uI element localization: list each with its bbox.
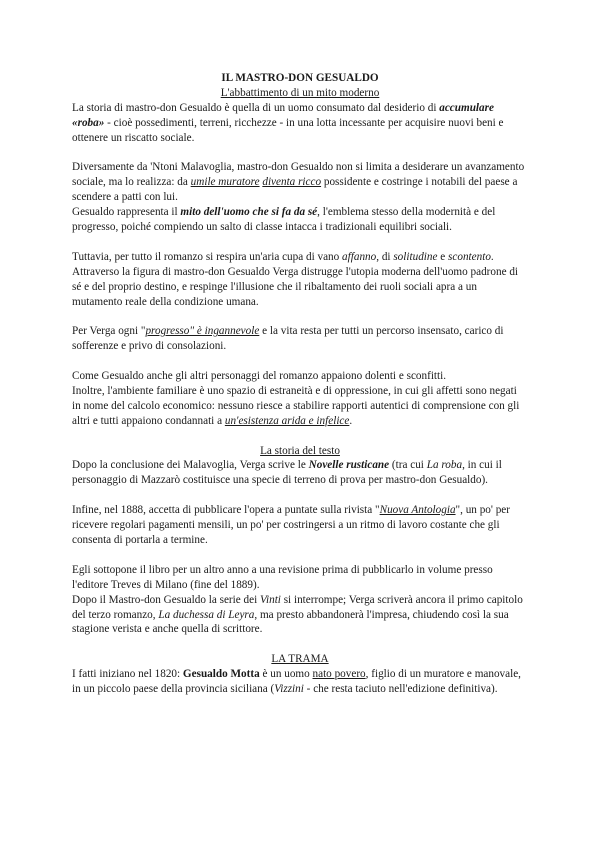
paragraph-9: Infine, nel 1888, accetta di pubblicare l'opera a puntate sulla rivista "Nuova Antologia", un po' per ricevere regolari pagamenti mensili, un po' per costringersi a un ritmo di lavoro costante che gli consenta di portarla a termine. bbox=[72, 504, 510, 546]
paragraph-10: Egli sottopone il libro per un altro anno a una revisione prima di pubblicarlo in volume presso l'editore Treves di Milano (fine del 1889). bbox=[72, 563, 493, 591]
paragraph-12: I fatti iniziano nel 1820: Gesualdo Motta è un uomo nato povero, figlio di un muratore e manovale, in un piccolo paese della provincia siciliana (Vizzini - che resta taciuto nell'edizione definitiva). bbox=[72, 668, 521, 696]
paragraph-2: Diversamente da 'Ntoni Malavoglia, mastro-don Gesualdo non si limita a desiderare un avanzamento sociale, ma lo realizza: da umile muratore diventa ricco possidente e costringe i notabili del paese a scendere a patti con lui. bbox=[72, 161, 525, 204]
section-heading-storia-testo: La storia del testo bbox=[260, 444, 340, 457]
paragraph-1: La storia di mastro-don Gesualdo è quella di un uomo consumato dal desiderio di accumulare «roba» - cioè possedimenti, terreni, ricchezze - in una lotta incessante per acquisire nuovi beni e ottenere un riscatto sociale. bbox=[72, 101, 504, 144]
paragraph-6: Come Gesualdo anche gli altri personaggi del romanzo appaiono dolenti e sconfitti. bbox=[72, 370, 447, 383]
emphasis-gesualdo-motta: Gesualdo Motta bbox=[182, 668, 260, 681]
paragraph-7: Inoltre, l'ambiente familiare è uno spazio di estraneità e di oppressione, in cui gli affetti sono negati in nome del calcolo economico: nessuno riesce a stabilire rapporti autentici di comprensione con gli altri e tutti appaiono condannati a un'esistenza arida e infelice. bbox=[72, 384, 520, 427]
emphasis-umile-muratore: umile muratore bbox=[190, 176, 260, 189]
document-title: IL MASTRO-DON GESUALDO bbox=[221, 72, 379, 84]
emphasis-novelle-rusticane: Novelle rusticane bbox=[308, 459, 390, 472]
emphasis-esistenza-arida: un'esistenza arida e infelice bbox=[224, 414, 350, 427]
paragraph-4: Tuttavia, per tutto il romanzo si respira un'aria cupa di vano affanno, di solitudine e scontento. Attraverso la figura di mastro-don Gesualdo Verga distrugge l'utopia moderna dell'uomo padrone di sé e del proprio destino, e respinge l'illusione che il ribaltamento dei ruoli sociali apra a un mutamento reale della condizione umana. bbox=[72, 250, 519, 308]
section-heading-trama: LA TRAMA bbox=[271, 653, 329, 666]
paragraph-3: Gesualdo rappresenta il mito dell'uomo che si fa da sé, l'emblema stesso della modernità e del progresso, poiché compiendo un salto di classe intacca i tradizionali equilibri sociali. bbox=[72, 206, 496, 234]
paragraph-8: Dopo la conclusione dei Malavoglia, Verga scrive le Novelle rusticane (tra cui La roba, in cui il personaggio di Mazzarò costituisce una specie di terreno di prova per mastro-don Gesualdo). bbox=[72, 459, 502, 487]
emphasis-progresso: progresso" è ingannevole bbox=[145, 325, 260, 338]
document-body bbox=[72, 71, 528, 697]
paragraph-5: Per Verga ogni "progresso" è ingannevole e la vita resta per tutti un percorso insensato, carico di sofferenze e privo di consolazioni. bbox=[72, 325, 504, 353]
emphasis-accumulare-roba: accumulare «roba» bbox=[72, 101, 494, 129]
paragraph-11: Dopo il Mastro-don Gesualdo la serie dei Vinti si interrompe; Verga scriverà ancora il primo capitolo del terzo romanzo, La duchessa di Leyra, ma presto abbandonerà l'impresa, chiudendo così la sua stagione verista e anche quella di scrittore. bbox=[72, 593, 523, 636]
emphasis-diventa-ricco: diventa ricco bbox=[262, 176, 322, 189]
emphasis-mito-uomo: mito dell'uomo che si fa da sé bbox=[180, 206, 318, 219]
emphasis-nuova-antologia: Nuova Antologia bbox=[379, 504, 456, 517]
document-subtitle: L'abbattimento di un mito moderno bbox=[220, 86, 380, 99]
emphasis-nato-povero: nato povero bbox=[312, 668, 366, 681]
